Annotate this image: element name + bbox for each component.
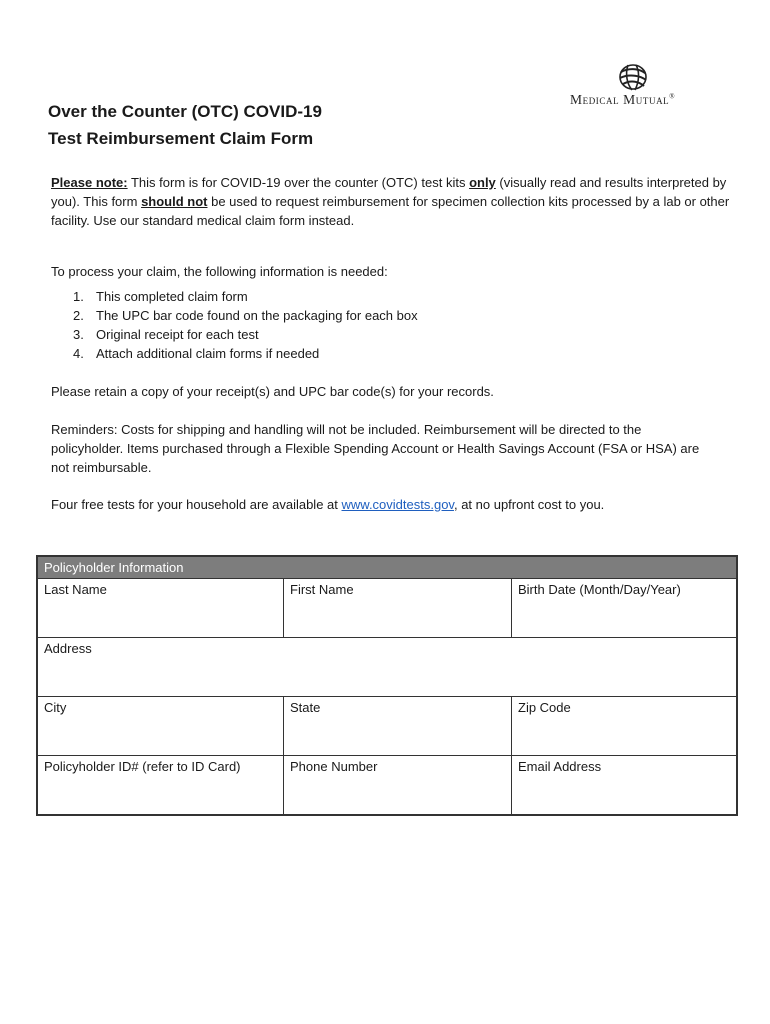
free-tests-text-2: , at no upfront cost to you. bbox=[453, 497, 605, 512]
list-number: 3. bbox=[73, 327, 84, 342]
field-label: Address bbox=[44, 641, 92, 656]
phone-number-field[interactable] bbox=[284, 756, 512, 814]
table-row bbox=[38, 756, 736, 814]
table-row bbox=[38, 697, 736, 756]
field-label: State bbox=[290, 700, 321, 715]
retain-paragraph: Please retain a copy of your receipt(s) and UPC bar code(s) for your records. bbox=[51, 384, 494, 399]
list-item bbox=[73, 344, 418, 363]
last-name-field[interactable] bbox=[38, 579, 284, 637]
covidtests-link[interactable]: www.covidtests.gov bbox=[341, 497, 454, 512]
requirements-list bbox=[73, 287, 418, 363]
reminders-paragraph: Reminders: Costs for shipping and handling will not be included. Reimbursement will be directed to the policyholder. Items purchased through a Flexible Spending Account or Health Savings Account (FSA or HSA) are not reimbursable. bbox=[51, 422, 700, 475]
city-field[interactable] bbox=[38, 697, 284, 755]
table-header: Policyholder Information bbox=[38, 557, 736, 579]
note-text-1: This form is for COVID-19 over the counter (OTC) test kits bbox=[127, 175, 470, 190]
logo-globe-icon bbox=[616, 62, 650, 92]
note-should-not: should not bbox=[141, 194, 208, 209]
process-intro: To process your claim, the following information is needed: bbox=[51, 264, 388, 279]
field-label: City bbox=[44, 700, 67, 715]
field-label: Last Name bbox=[44, 582, 107, 597]
note-only: only bbox=[469, 175, 496, 190]
zip-code-field[interactable] bbox=[512, 697, 736, 755]
field-label: Birth Date (Month/Day/Year) bbox=[518, 582, 681, 597]
state-field[interactable] bbox=[284, 697, 512, 755]
email-address-field[interactable] bbox=[512, 756, 736, 814]
page-title bbox=[48, 98, 322, 152]
list-text: Attach additional claim forms if needed bbox=[96, 346, 320, 361]
list-text: This completed claim form bbox=[96, 289, 248, 304]
logo-wordmark: Medical Mutual® bbox=[570, 92, 676, 107]
note-text-2: (visually read and results interpreted by you). This form bbox=[51, 175, 727, 209]
field-label: Email Address bbox=[518, 759, 602, 774]
free-tests-text-1: Four free tests for your household are available at bbox=[51, 497, 342, 512]
note-text-3: be used to request reimbursement for specimen collection kits processed by a lab or other facility. Use our standard medical claim form instead. bbox=[51, 194, 730, 228]
field-label: Zip Code bbox=[518, 700, 571, 715]
table-row bbox=[38, 638, 736, 697]
list-item bbox=[73, 325, 418, 344]
list-item bbox=[73, 287, 418, 306]
field-label: Phone Number bbox=[290, 759, 378, 774]
title-line-2: Test Reimbursement Claim Form bbox=[48, 129, 314, 148]
medical-mutual-logo bbox=[570, 62, 700, 112]
list-item bbox=[73, 306, 418, 325]
note-paragraph bbox=[51, 173, 731, 230]
list-text: Original receipt for each test bbox=[96, 327, 259, 342]
first-name-field[interactable] bbox=[284, 579, 512, 637]
list-text: The UPC bar code found on the packaging for each box bbox=[96, 308, 418, 323]
free-tests-paragraph bbox=[51, 495, 731, 514]
list-number: 1. bbox=[73, 289, 84, 304]
note-label: Please note: bbox=[51, 175, 128, 190]
field-label: First Name bbox=[290, 582, 354, 597]
table-row bbox=[38, 579, 736, 638]
list-number: 4. bbox=[73, 346, 84, 361]
policyholder-id-field[interactable] bbox=[38, 756, 284, 814]
birth-date-field[interactable] bbox=[512, 579, 736, 637]
field-label: Policyholder ID# (refer to ID Card) bbox=[44, 759, 241, 774]
list-number: 2. bbox=[73, 308, 84, 323]
title-line-1: Over the Counter (OTC) COVID-19 bbox=[48, 102, 322, 121]
address-field[interactable] bbox=[38, 638, 736, 696]
policyholder-info-table bbox=[36, 555, 738, 816]
